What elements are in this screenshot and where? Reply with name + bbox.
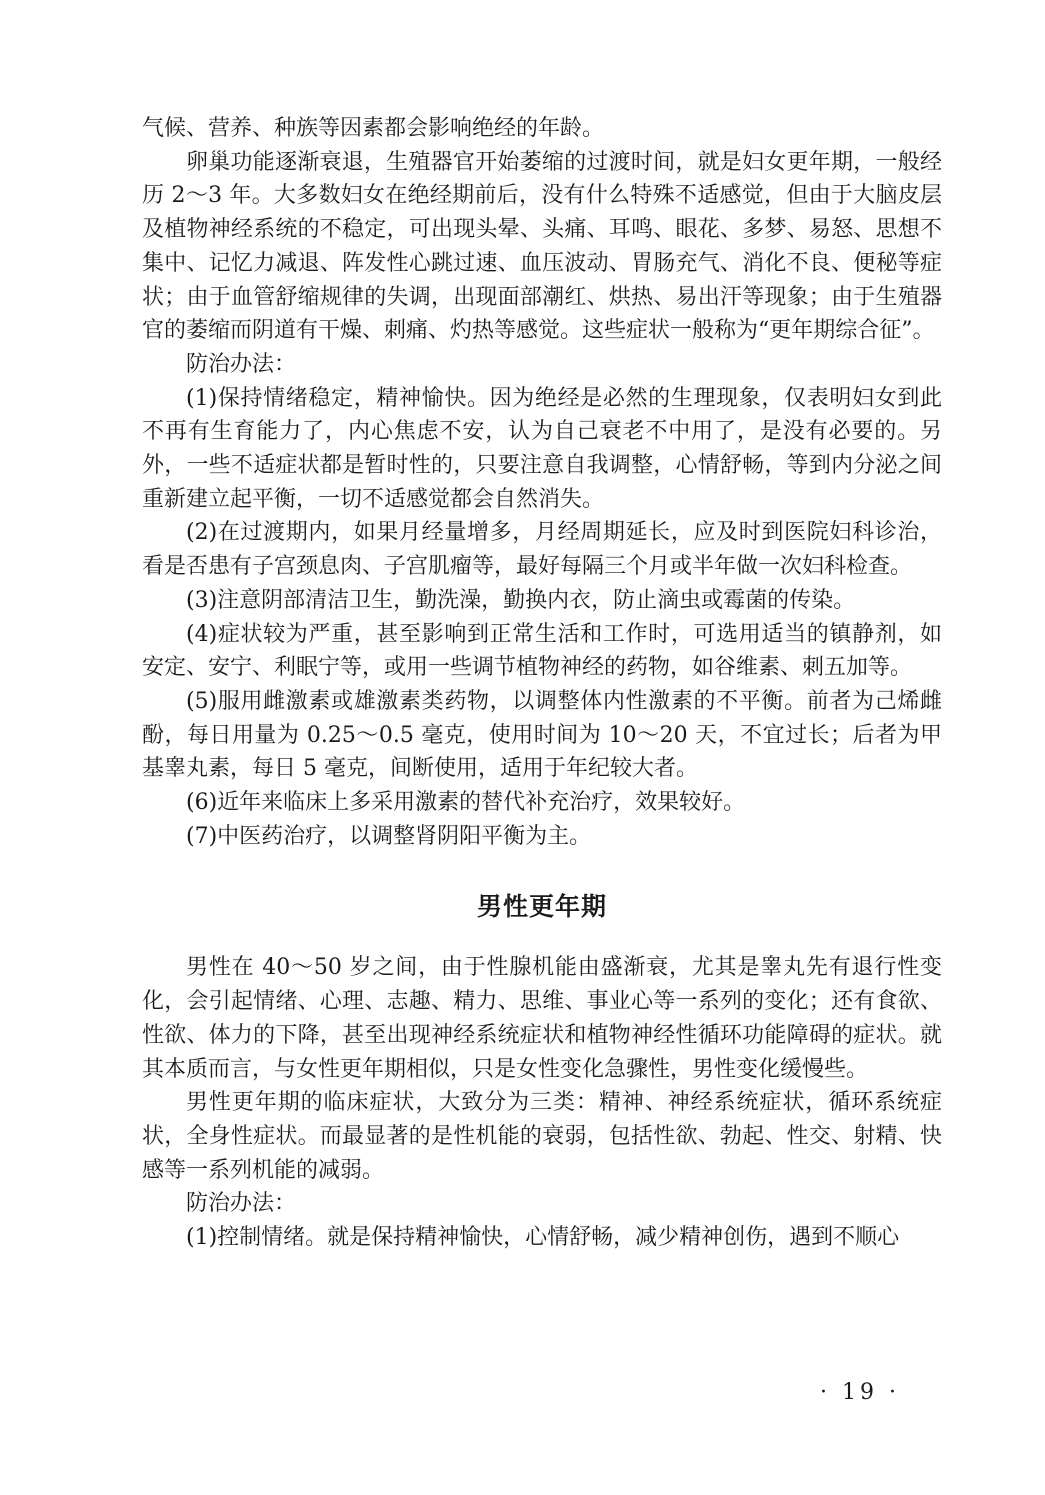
paragraph: 气候、营养、种族等因素都会影响绝经的年龄。 xyxy=(142,116,605,141)
paragraph: (2)在过渡期内，如果月经量增多，月经周期延长，应及时到医院妇科诊治，看是否患有子宫颈息肉、子宫肌瘤等，最好每隔三个月或半年做一次妇科检查。 xyxy=(142,520,942,580)
paragraph: (3)注意阴部清洁卫生，勤洗澡，勤换内衣，防止滴虫或霉菌的传染。 xyxy=(186,587,856,613)
paragraph: 男性更年期的临床症状，大致分为三类：精神、神经系统症状，循环系统症状，全身性症状。而最显著的是性机能的衰弱，包括性欲、勃起、性交、射精、快感等一系列机能的减弱。 xyxy=(142,1090,942,1183)
paragraph: (5)服用雌激素或雄激素类药物，以调整体内性激素的不平衡。前者为己烯雌酚，每日用量为 0.25～0.5 毫克，使用时间为 10～20 天，不宜过长；后者为甲基睾丸素，每日 5 毫克，间断使用，适用于年纪较大者。 xyxy=(142,688,942,782)
paragraph: 卵巢功能逐渐衰退，生殖器官开始萎缩的过渡时间，就是妇女更年期，一般经历 2～3 年。大多数妇女在绝经期前后，没有什么特殊不适感觉，但由于大脑皮层及植物神经系统的不稳定，可出现头晕、头痛、耳鸣、眼花、多梦、易怒、思想不集中、记忆力减退、阵发性心跳过速、血压波动、胃肠充气、消化不良、便秘等症状；由于血管舒缩规律的失调，出现面部潮红、烘热、易出汗等现象；由于生殖器官的萎缩而阴道有干燥、刺痛、灼热等感觉。这些症状一般称为“更年期综合征”。 xyxy=(142,149,942,344)
paragraph: 防治办法： xyxy=(186,1191,297,1217)
paragraph: (4)症状较为严重，甚至影响到正常生活和工作时，可选用适当的镇静剂，如安定、安宁、利眠宁等，或用一些调节植物神经的药物，如谷维素、刺五加等。 xyxy=(142,621,942,681)
paragraph: (1)保持情绪稳定，精神愉快。因为绝经是必然的生理现象，仅表明妇女到此不再有生育能力了，内心焦虑不安，认为自己衰老不中用了，是没有必要的。另外，一些不适症状都是暂时性的，只要注意自我调整，心情舒畅，等到内分泌之间重新建立起平衡，一切不适感觉都会自然消失。 xyxy=(142,385,942,512)
page-body xyxy=(142,112,942,1255)
section-heading: 男性更年期 xyxy=(476,892,607,922)
paragraph: (1)控制情绪。就是保持精神愉快，心情舒畅，减少精神创伤，遇到不顺心 xyxy=(186,1225,900,1251)
paragraph: (7)中医药治疗，以调整肾阴阳平衡为主。 xyxy=(186,823,592,849)
page-number: · 19 · xyxy=(820,1380,900,1405)
paragraph: 男性在 40～50 岁之间，由于性腺机能由盛渐衰，尤其是睾丸先有退行性变化，会引起情绪、心理、志趣、精力、思维、事业心等一系列的变化；还有食欲、性欲、体力的下降，甚至出现神经系统症状和植物神经性循环功能障碍的症状。就其本质而言，与女性更年期相似，只是女性变化急骤性，男性变化缓慢些。 xyxy=(142,955,942,1082)
paragraph: (6)近年来临床上多采用激素的替代补充治疗，效果较好。 xyxy=(186,790,746,816)
paragraph: 防治办法： xyxy=(186,351,297,377)
